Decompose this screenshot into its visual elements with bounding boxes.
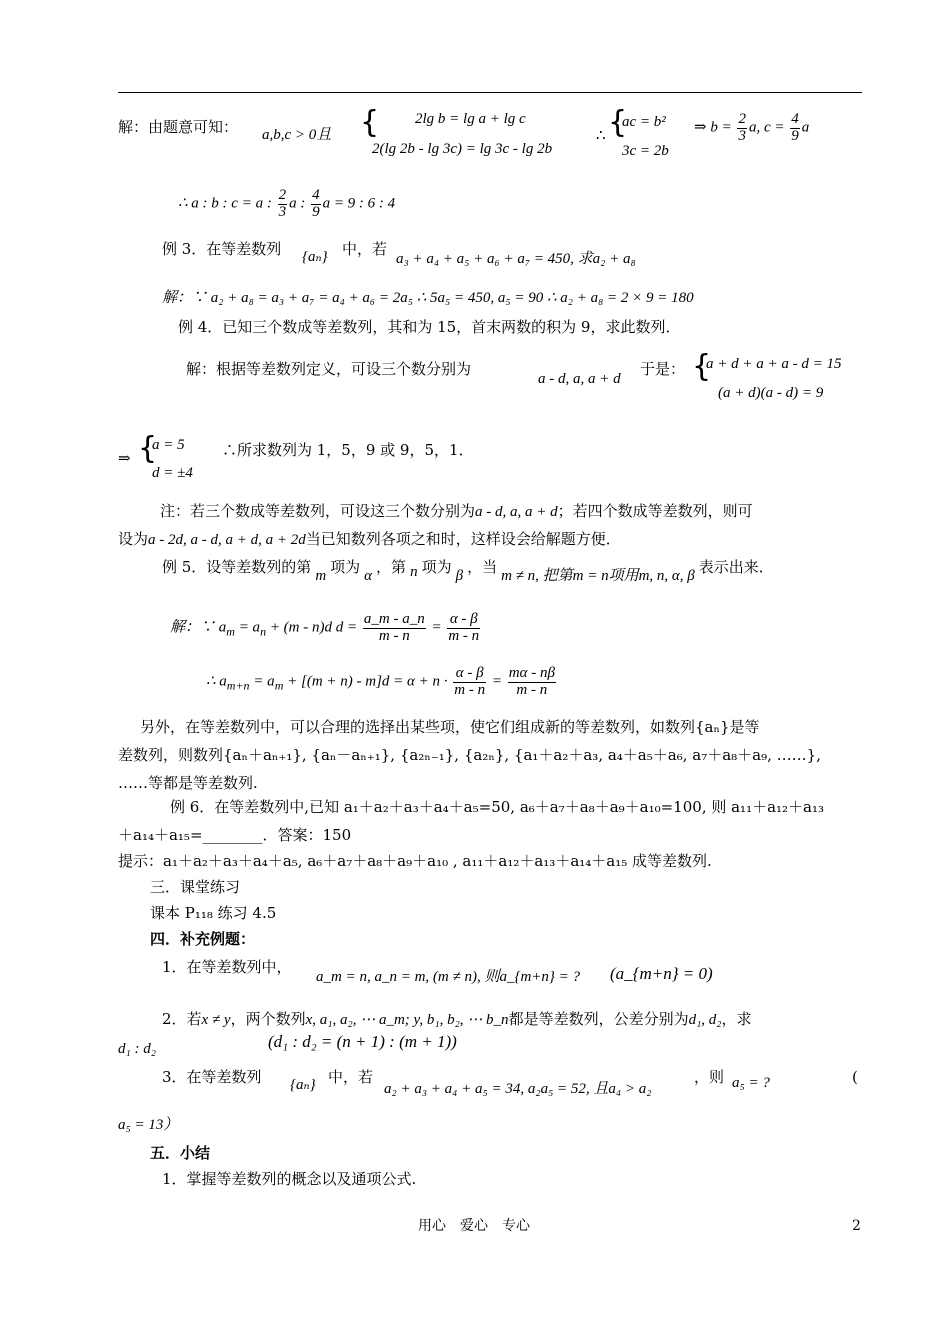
result-expression: ⇒ b = $\frac{2}{3}$ a, c = $\frac{4}{9}$ a (694, 111, 810, 144)
example3-question-b: 中，若 (342, 240, 388, 258)
paragraph-line2: 差数列，则数列{aₙ＋aₙ₊₁}, {aₙ－aₙ₊₁}, {a₂ₙ₋₁}, {a₂ₙ}, {a₁＋a₂＋a₃, a₄＋a₅＋a₆, a₇＋a₈＋a₉, ……}, (118, 746, 821, 764)
example3-solution: 解：∵ a₂ + a₈ = a₃ + a₇ = a₄ + a₆ = 2a₅ ∴ 5a₅ = 450, a₅ = 90 ∴ a₂ + a₈ = 2 × 9 = 180 (162, 290, 694, 306)
header-rule (118, 92, 862, 93)
footer-motto: 用心 爱心 专心 (418, 1218, 530, 1234)
solution-label: 解：由题意可知： (118, 118, 239, 136)
implies-symbol: ⇒ (118, 451, 131, 467)
problem3-open-paren: ( (852, 1068, 858, 1086)
problem1-label: 1．在等差数列中， (162, 958, 292, 976)
problem2-line1: 2．若x ≠ y，两个数列x, a₁, a₂, ⋯ a_m; y, b₁, b₂, ⋯ b_n都是等差数列，公差分别为d₁, d₂，求 (162, 1010, 752, 1028)
section3-text: 课本 P₁₁₈ 练习 4.5 (150, 904, 277, 922)
therefore-symbol: ∴ (596, 126, 606, 144)
problem3-question: a₅ = ? (732, 1075, 770, 1091)
problem3-sequence: {aₙ} (290, 1077, 316, 1093)
system-brace: { (360, 105, 380, 140)
system-brace: { (608, 105, 628, 140)
note-line2: 设为a - 2d, a - d, a + d, a + 2d当已知数列各项之和时，这样设会给解题方便． (118, 530, 621, 548)
example4-question: 例 4．已知三个数成等差数列，其和为 15，首末两数的积为 9，求此数列． (178, 318, 681, 336)
example6-line2: ＋a₁₄＋a₁₅=________．答案：150 (118, 826, 352, 844)
example4-variables: a - d, a, a + d (538, 371, 621, 387)
example4-system-line2: (a + d)(a - d) = 9 (718, 385, 824, 401)
system1-line1: 2lg b = lg a + lg c (415, 111, 526, 127)
problem3-answer: a₅ = 13） (118, 1117, 179, 1133)
example3-sequence: {aₙ} (302, 249, 328, 265)
system-brace: { (692, 349, 712, 384)
system2-line2: 3c = 2b (622, 143, 669, 159)
example3-condition: a₃ + a₄ + a₅ + a₆ + a₇ = 450, 求a₂ + a₈ (396, 251, 636, 267)
example5-solution-line2: ∴ $a_{m+n} = a_m + [(m + n) - m]d = \alpha + n$ · $\frac{\alpha - \beta}{m - n}$ = $\frac{m\alpha - n\beta}{m - n}$ (206, 665, 555, 698)
problem3-condition: a₂ + a₃ + a₄ + a₅ = 34, a₂a₅ = 52, 且a₄ > a₂ (384, 1081, 652, 1097)
example4-result-line2: d = ±4 (152, 465, 193, 481)
positivity-condition: a,b,c > 0且 (262, 127, 332, 143)
ratio-expression: ∴ a : b : c = a : $\frac{2}{3}$ a : $\frac{4}{9}$ a = 9 : 6 : 4 (178, 187, 396, 220)
example6-hint: 提示：a₁＋a₂＋a₃＋a₄＋a₅, a₆＋a₇＋a₈＋a₉＋a₁₀ , a₁₁＋a₁₂＋a₁₃＋a₁₄＋a₁₅ 成等差数列. (118, 852, 712, 870)
example3-question-a: 例 3．在等差数列 (162, 240, 282, 258)
system-brace: { (138, 431, 158, 466)
example6-line1: 例 6．在等差数列中,已知 a₁＋a₂＋a₃＋a₄＋a₅=50, a₆＋a₇＋a₈＋a₉＋a₁₀=100, 则 a₁₁＋a₁₂＋a₁₃ (170, 798, 825, 816)
section3-title: 三．课堂练习 (150, 878, 241, 896)
example4-solution-b: 于是： (640, 360, 686, 378)
problem2-answer: (d₁ : d₂ = (n + 1) : (m + 1)) (268, 1032, 457, 1051)
section5-title: 五．小结 (150, 1144, 211, 1162)
section4-title: 四．补充例题： (150, 930, 256, 948)
problem1-answer: (a_{m+n} = 0) (610, 964, 713, 983)
system1-line2: 2(lg 2b - lg 3c) = lg 3c - lg 2b (372, 141, 553, 157)
problem3-then: ，则 (694, 1068, 725, 1086)
system2-line1: ac = b² (622, 114, 666, 130)
paragraph-line3: ……等都是等差数列. (118, 774, 258, 792)
problem3-text: 中，若 (328, 1068, 374, 1086)
example4-solution-a: 解：根据等差数列定义，可设三个数分别为 (186, 360, 472, 378)
section5-item1: 1．掌握等差数列的概念以及通项公式. (162, 1170, 417, 1188)
problem1-statement: a_m = n, a_n = m, (m ≠ n), 则a_{m+n} = ? (316, 969, 581, 985)
problem3-label: 3．在等差数列 (162, 1068, 262, 1086)
example4-result-line1: a = 5 (152, 437, 185, 453)
example4-system-line1: a + d + a + a - d = 15 (706, 356, 842, 372)
page-number: 2 (852, 1218, 861, 1234)
problem2-ratio: d₁ : d₂ (118, 1041, 156, 1057)
paragraph-line1: 另外，在等差数列中，可以合理的选择出某些项，使它们组成新的等差数列，如数列{aₙ}是等 (140, 718, 760, 736)
example5-question: 例 5．设等差数列的第 m 项为 α ，第 n 项为 β ，当 m ≠ n, 把第m = n项用m, n, α, β 表示出来． (162, 558, 774, 584)
example5-solution-line1: 解：∵ $a_m = a_n + (m - n)d$ d = $\frac{a\_m - a\_n}{m - n}$ = $\frac{\alpha - \beta}{m - n}$ (170, 611, 480, 644)
example4-answer: ∴所求数列为 1，5，9 或 9，5，1． (222, 441, 474, 459)
note-line1: 注：若三个数成等差数列，可设这三个数分别为a - d, a, a + d；若四个数成等差数列，则可 (160, 502, 753, 520)
